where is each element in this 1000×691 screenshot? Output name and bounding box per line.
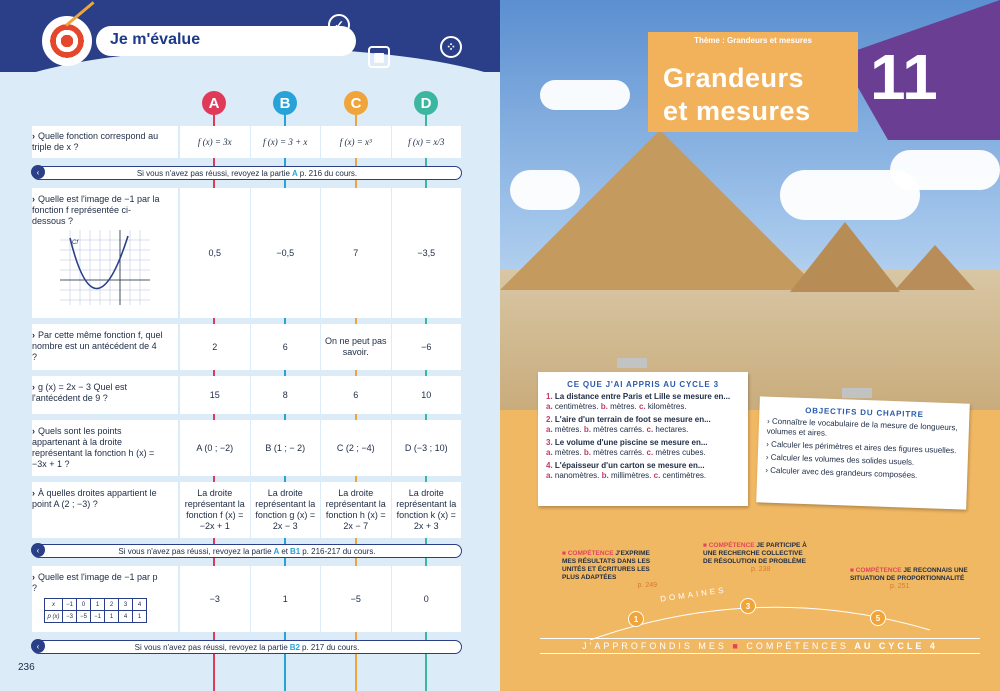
check-icon: ✓ <box>328 14 350 36</box>
column-header-a: A <box>202 91 226 115</box>
graph-label: Cf <box>72 240 78 246</box>
function-graph <box>60 230 150 305</box>
answer-b[interactable]: 6 <box>251 324 321 370</box>
answer-d[interactable]: f (x) = x/3 <box>392 126 462 158</box>
answer-b[interactable]: −0,5 <box>251 188 321 318</box>
cycle3-item: 4. L'épaisseur d'un carton se mesure en... a. nanomètres. b. millimètres. c. centimètres. <box>546 461 707 480</box>
great-pyramid <box>500 130 820 290</box>
answer-b[interactable]: 1 <box>251 566 321 632</box>
question-1: › Quelle fonction correspond au triple de x ? <box>32 131 159 152</box>
question-7: › Quelle est l'image de −1 par p ? <box>32 572 158 593</box>
cycle3-item: 2. L'aire d'un terrain de foot se mesure en... a. mètres. b. mètres carrés. c. hectares. <box>546 415 711 434</box>
small-pyramid <box>895 245 975 290</box>
right-page <box>500 0 1000 691</box>
small-pyramid <box>790 222 900 292</box>
dice-icon: ⁘ <box>440 36 462 58</box>
question-6: › À quelles droites appartient le point A (2 ; −3) ? <box>32 488 157 509</box>
review-bar-1: ‹ Si vous n'avez pas réussi, revoyez la partie A p. 216 du cours. <box>32 166 462 180</box>
answer-b[interactable]: f (x) = 3 + x <box>251 126 321 158</box>
question-4: › g (x) = 2x − 3 Quel est l'antécédent de 9 ? <box>32 382 128 403</box>
footer-banner: J'APPROFONDIS MES ■ COMPÉTENCES AU CYCLE 4 <box>540 638 980 654</box>
answer-a[interactable]: −3 <box>180 566 250 632</box>
cycle3-title: CE QUE J'AI APPRIS AU CYCLE 3 <box>567 380 719 389</box>
answer-d[interactable]: D (−3 ; 10) <box>392 420 462 476</box>
review-bar-3: ‹ Si vous n'avez pas réussi, revoyez la partie B2 p. 217 du cours. <box>32 640 462 654</box>
domain-1: 1 <box>628 611 644 627</box>
values-table: x −1 0 1 2 3 4 p (x) −3 −5 −1 1 4 1 <box>44 598 147 623</box>
column-header-b: B <box>273 91 297 115</box>
answer-d[interactable]: 0 <box>392 566 462 632</box>
chevron-left-icon: ‹ <box>31 543 45 557</box>
tape-decoration <box>617 358 647 368</box>
objective-item: › Calculer avec des grandeurs composées. <box>765 465 918 480</box>
answer-b[interactable]: B (1 ; − 2) <box>251 420 321 476</box>
cloud <box>890 150 1000 190</box>
column-header-c: C <box>344 91 368 115</box>
answer-b[interactable]: La droite représentant la fonction g (x) = 2x − 3 <box>251 482 321 538</box>
question-3: › Par cette même fonction f, quel nombre est un antécédent de 4 ? <box>32 330 163 362</box>
question-5: › Quels sont les points appartenant à la droite représentant la fonction h (x) = −3x + 1 ? <box>32 426 155 469</box>
chapter-number: 11 <box>870 41 938 113</box>
competence-3: ■ COMPÉTENCE JE RECONNAIS UNE SITUATION DE PROPORTIONNALITÉ p. 251 <box>850 567 968 590</box>
answer-a[interactable]: A (0 ; −2) <box>180 420 250 476</box>
answer-a[interactable]: 2 <box>180 324 250 370</box>
objective-item: › Calculer les volumes des solides usuels. <box>765 452 915 467</box>
answer-c[interactable]: −5 <box>321 566 391 632</box>
question-2: › Quelle est l'image de −1 par la fonction f représentée ci-dessous ? <box>32 194 160 226</box>
answer-c[interactable]: 7 <box>321 188 391 318</box>
answer-d[interactable]: −3,5 <box>392 188 462 318</box>
answer-row-4 <box>180 376 462 414</box>
domaines-label: DOMAINES <box>659 585 727 604</box>
objective-item: › Calculer les périmètres et aires des figures usuelles. <box>766 439 957 456</box>
page-number: 236 <box>18 662 35 673</box>
answer-a[interactable]: f (x) = 3x <box>180 126 250 158</box>
domain-5: 5 <box>870 610 886 626</box>
answer-row-1 <box>180 126 462 158</box>
domain-3: 3 <box>740 598 756 614</box>
review-bar-2: ‹ Si vous n'avez pas réussi, revoyez la partie A et B1 p. 216-217 du cours. <box>32 544 462 558</box>
cloud <box>540 80 630 110</box>
answer-row-6 <box>180 482 462 538</box>
calculator-icon: ▦ <box>368 46 390 68</box>
answer-a[interactable]: 0,5 <box>180 188 250 318</box>
chevron-left-icon: ‹ <box>31 165 45 179</box>
tape-decoration <box>842 388 872 398</box>
theme-label: Thème : Grandeurs et mesures <box>694 36 812 45</box>
answer-a[interactable]: La droite représentant la fonction f (x) = −2x + 1 <box>180 482 250 538</box>
chapter-title: Grandeurs et mesures <box>663 63 811 126</box>
page-title: Je m'évalue <box>110 31 201 48</box>
competence-2: ■ COMPÉTENCE JE PARTICIPE À UNE RECHERCHE COLLECTIVE DE RÉSOLUTION DE PROBLÈME p. 238 <box>703 542 807 573</box>
answer-c[interactable]: C (2 ; −4) <box>321 420 391 476</box>
answer-d[interactable]: −6 <box>392 324 462 370</box>
answer-row-7 <box>180 566 462 632</box>
cycle3-item: 3. Le volume d'une piscine se mesure en... a. mètres. b. mètres carrés. c. mètres cubes. <box>546 438 708 457</box>
answer-d[interactable]: La droite représentant la fonction k (x) = 2x + 3 <box>392 482 462 538</box>
objective-item: › Connaître le vocabulaire de la mesure de longueurs, volumes et aires. <box>766 416 958 438</box>
answer-c[interactable]: La droite représentant la fonction h (x) = 2x − 7 <box>321 482 391 538</box>
objectives-card <box>756 396 970 509</box>
cycle3-card <box>538 372 748 506</box>
answer-b[interactable]: 8 <box>251 376 321 414</box>
chevron-left-icon: ‹ <box>31 639 45 653</box>
column-header-d: D <box>414 91 438 115</box>
competence-1: ■ COMPÉTENCE J'EXPRIME MES RÉSULTATS DANS LES UNITÉS ET ÉCRITURES LES PLUS ADAPTÉES p. 249 <box>562 550 657 589</box>
cycle3-item: 1. La distance entre Paris et Lille se mesure en... a. centimètres. b. mètres. c. kilomètres. <box>546 392 731 411</box>
answer-a[interactable]: 15 <box>180 376 250 414</box>
answer-c[interactable]: On ne peut pas savoir. <box>321 324 391 370</box>
answer-row-3 <box>180 324 462 370</box>
answer-c[interactable]: f (x) = x³ <box>321 126 391 158</box>
answer-d[interactable]: 10 <box>392 376 462 414</box>
answer-c[interactable]: 6 <box>321 376 391 414</box>
objectives-title: OBJECTIFS DU CHAPITRE <box>804 405 924 420</box>
answer-row-2 <box>180 188 462 318</box>
answer-row-5 <box>180 420 462 476</box>
